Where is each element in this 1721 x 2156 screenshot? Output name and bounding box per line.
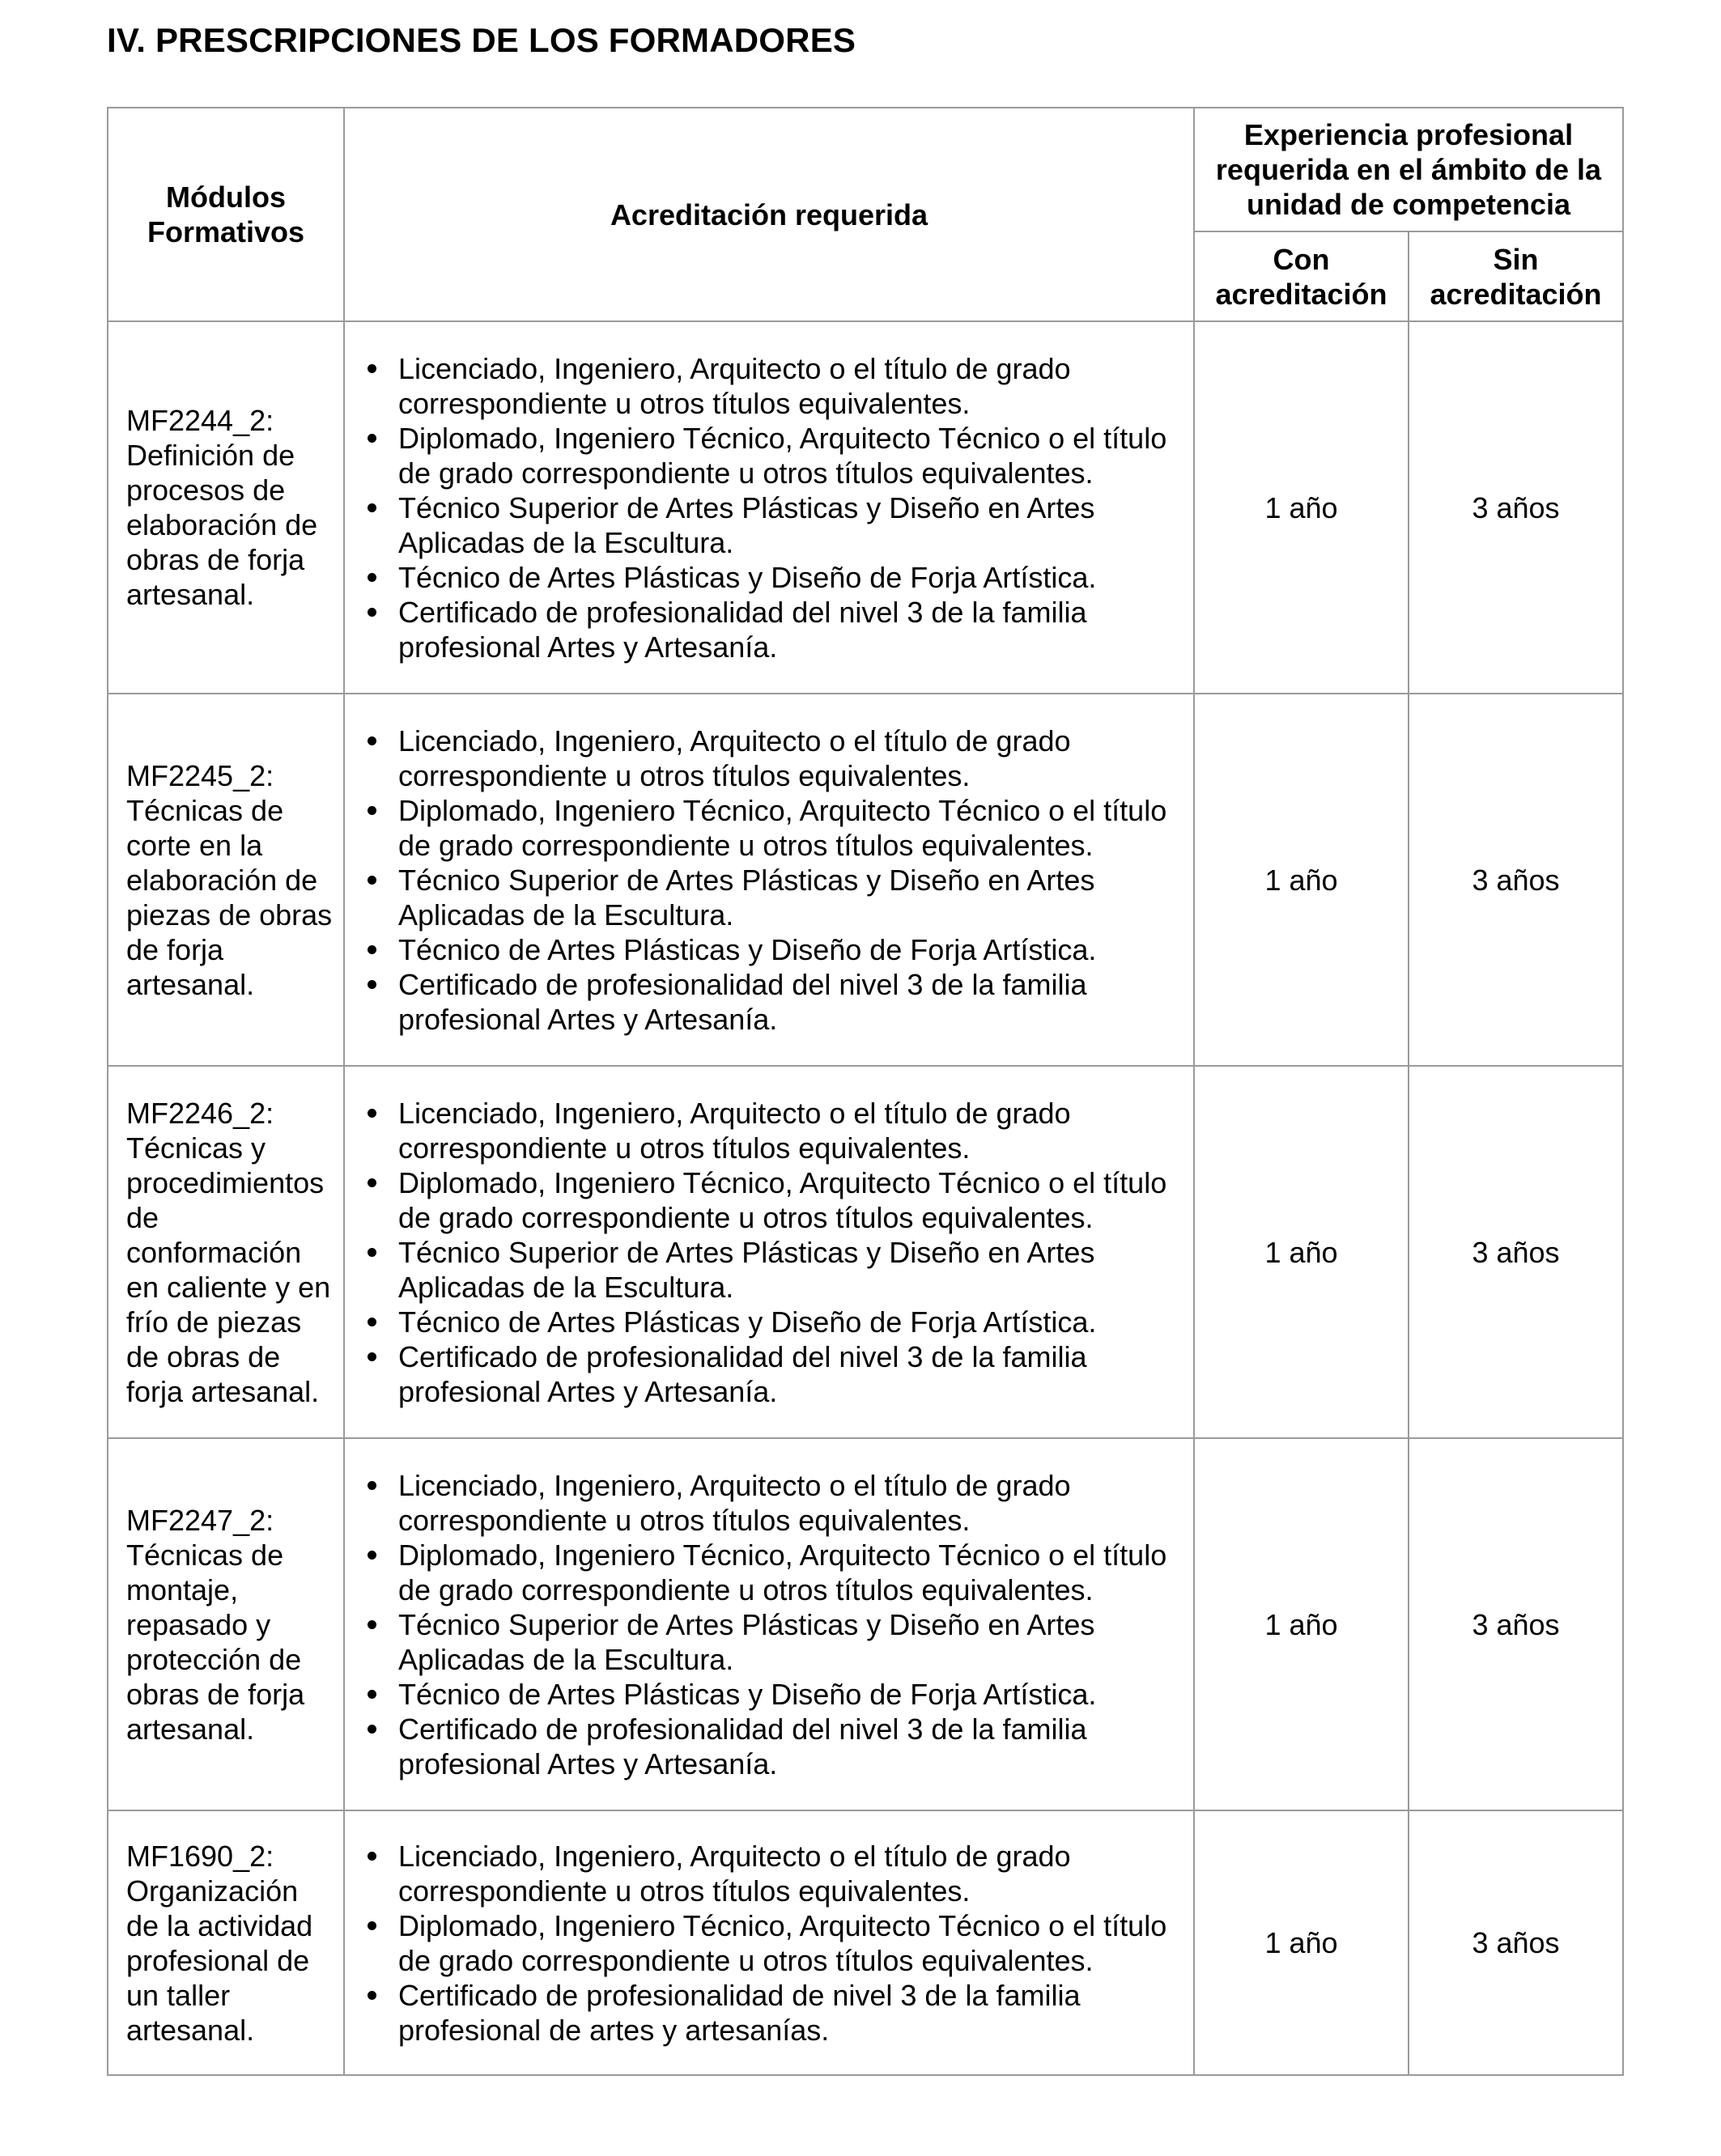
header-modules: Módulos Formativos <box>108 108 344 321</box>
list-item: Diplomado, Ingeniero Técnico, Arquitecto Técnico o el título de grado correspondiente u otros títulos equivalentes. <box>345 1908 1182 1978</box>
module-cell: MF2246_2: Técnicas y procedimientos de conformación en caliente y en frío de piezas de obras de forja artesanal. <box>108 1066 344 1438</box>
module-cell: MF2247_2: Técnicas de montaje, repasado y protección de obras de forja artesanal. <box>108 1438 344 1810</box>
without-accreditation-value: 3 años <box>1409 1810 1623 2075</box>
header-without-accreditation: Sin acreditación <box>1409 231 1623 321</box>
with-accreditation-value: 1 año <box>1194 321 1409 694</box>
list-item: Licenciado, Ingeniero, Arquitecto o el título de grado correspondiente u otros títulos equivalentes. <box>345 351 1182 421</box>
without-accreditation-value: 3 años <box>1409 1438 1623 1810</box>
without-accreditation-value: 3 años <box>1409 1066 1623 1438</box>
with-accreditation-value: 1 año <box>1194 1438 1409 1810</box>
list-item: Diplomado, Ingeniero Técnico, Arquitecto Técnico o el título de grado correspondiente u otros títulos equivalentes. <box>345 1165 1182 1235</box>
table-row <box>108 694 1623 1066</box>
requirements-list <box>345 1839 1182 2048</box>
list-item: Técnico de Artes Plásticas y Diseño de Forja Artística. <box>345 560 1182 595</box>
requirements-list <box>345 351 1182 664</box>
list-item: Diplomado, Ingeniero Técnico, Arquitecto Técnico o el título de grado correspondiente u otros títulos equivalentes. <box>345 1538 1182 1607</box>
section-title: IV. PRESCRIPCIONES DE LOS FORMADORES <box>107 21 856 59</box>
list-item: Certificado de profesionalidad del nivel 3 de la familia profesional Artes y Artesanía. <box>345 1712 1182 1781</box>
list-item: Licenciado, Ingeniero, Arquitecto o el título de grado correspondiente u otros títulos equivalentes. <box>345 724 1182 793</box>
table-row <box>108 1810 1623 2075</box>
accreditation-cell <box>344 321 1194 694</box>
list-item: Certificado de profesionalidad de nivel 3 de la familia profesional de artes y artesanías. <box>345 1978 1182 2048</box>
table-row <box>108 1438 1623 1810</box>
list-item: Certificado de profesionalidad del nivel 3 de la familia profesional Artes y Artesanía. <box>345 967 1182 1037</box>
list-item: Técnico Superior de Artes Plásticas y Diseño en Artes Aplicadas de la Escultura. <box>345 1235 1182 1305</box>
accreditation-cell <box>344 1810 1194 2075</box>
requirements-list <box>345 1096 1182 1409</box>
module-cell: MF2244_2: Definición de procesos de elaboración de obras de forja artesanal. <box>108 321 344 694</box>
table-row <box>108 321 1623 694</box>
list-item: Técnico Superior de Artes Plásticas y Diseño en Artes Aplicadas de la Escultura. <box>345 490 1182 560</box>
list-item: Técnico de Artes Plásticas y Diseño de Forja Artística. <box>345 1677 1182 1712</box>
list-item: Licenciado, Ingeniero, Arquitecto o el título de grado correspondiente u otros títulos equivalentes. <box>345 1096 1182 1165</box>
requirements-list <box>345 1468 1182 1781</box>
without-accreditation-value: 3 años <box>1409 694 1623 1066</box>
with-accreditation-value: 1 año <box>1194 1810 1409 2075</box>
with-accreditation-value: 1 año <box>1194 694 1409 1066</box>
list-item: Diplomado, Ingeniero Técnico, Arquitecto Técnico o el título de grado correspondiente u otros títulos equivalentes. <box>345 793 1182 863</box>
accreditation-cell <box>344 694 1194 1066</box>
trainers-table <box>107 107 1624 2076</box>
accreditation-cell <box>344 1438 1194 1810</box>
list-item: Técnico de Artes Plásticas y Diseño de Forja Artística. <box>345 1305 1182 1339</box>
list-item: Licenciado, Ingeniero, Arquitecto o el título de grado correspondiente u otros títulos equivalentes. <box>345 1468 1182 1538</box>
header-accreditation: Acreditación requerida <box>344 108 1194 321</box>
accreditation-cell <box>344 1066 1194 1438</box>
list-item: Diplomado, Ingeniero Técnico, Arquitecto Técnico o el título de grado correspondiente u otros títulos equivalentes. <box>345 421 1182 490</box>
requirements-list <box>345 724 1182 1037</box>
header-with-accreditation: Con acreditación <box>1194 231 1409 321</box>
module-cell: MF2245_2: Técnicas de corte en la elaboración de piezas de obras de forja artesanal. <box>108 694 344 1066</box>
list-item: Certificado de profesionalidad del nivel 3 de la familia profesional Artes y Artesanía. <box>345 1339 1182 1409</box>
list-item: Licenciado, Ingeniero, Arquitecto o el título de grado correspondiente u otros títulos equivalentes. <box>345 1839 1182 1908</box>
with-accreditation-value: 1 año <box>1194 1066 1409 1438</box>
list-item: Técnico Superior de Artes Plásticas y Diseño en Artes Aplicadas de la Escultura. <box>345 1607 1182 1677</box>
module-cell: MF1690_2: Organización de la actividad profesional de un taller artesanal. <box>108 1810 344 2075</box>
header-experience: Experiencia profesional requerida en el ámbito de la unidad de competencia <box>1194 108 1623 231</box>
list-item: Certificado de profesionalidad del nivel 3 de la familia profesional Artes y Artesanía. <box>345 595 1182 664</box>
table-row <box>108 1066 1623 1438</box>
without-accreditation-value: 3 años <box>1409 321 1623 694</box>
list-item: Técnico Superior de Artes Plásticas y Diseño en Artes Aplicadas de la Escultura. <box>345 863 1182 932</box>
list-item: Técnico de Artes Plásticas y Diseño de Forja Artística. <box>345 932 1182 967</box>
